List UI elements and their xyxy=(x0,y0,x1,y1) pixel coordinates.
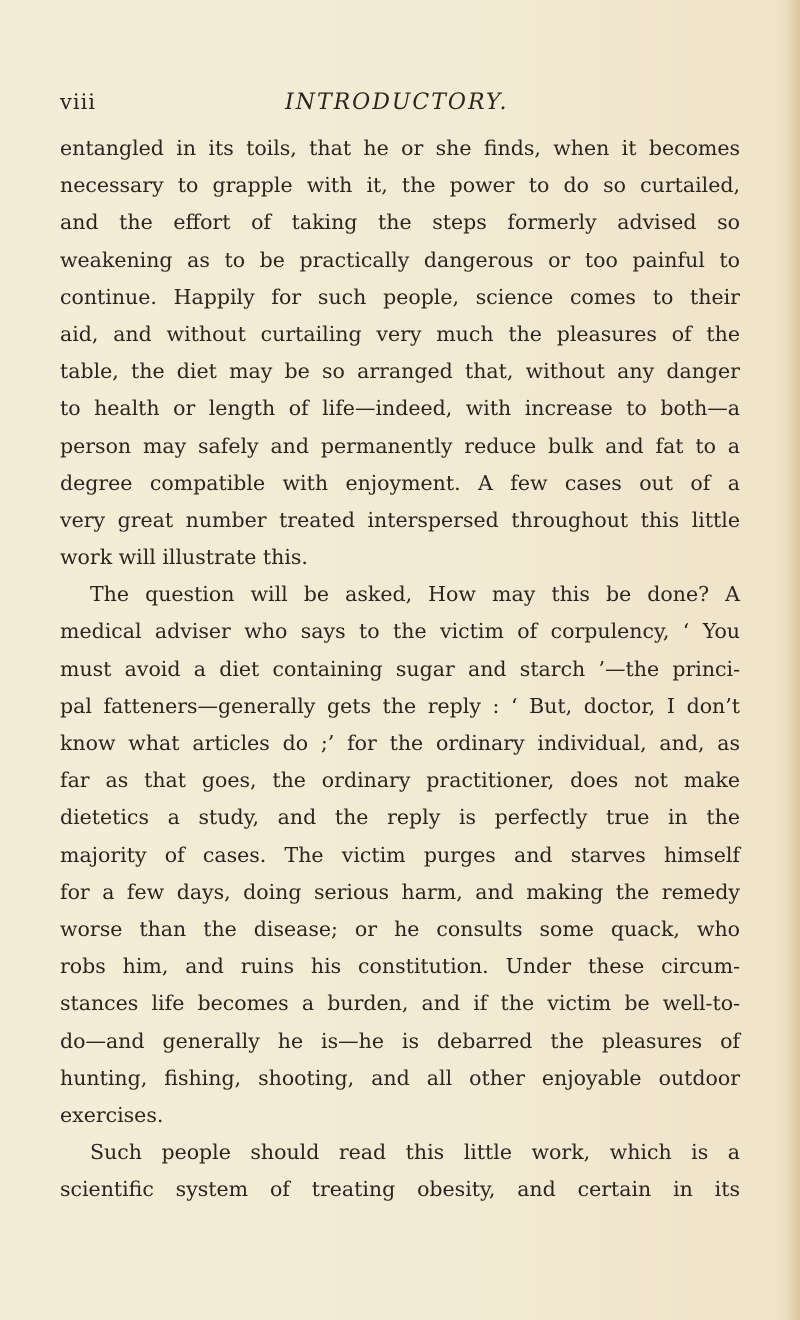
text-line: continue. Happily for such people, science comes to their xyxy=(60,284,740,309)
text-line: and the effort of taking the steps formerly advised so xyxy=(60,210,740,235)
text-line: far as that goes, the ordinary practitioner, does not make xyxy=(60,768,740,793)
text-line: aid, and without curtailing very much the pleasures of the xyxy=(60,321,740,346)
text-line: dietetics a study, and the reply is perfectly true in the xyxy=(60,805,740,830)
text-line: necessary to grapple with it, the power to do so curtailed, xyxy=(60,173,740,198)
text-line: degree compatible with enjoyment. A few cases out of a xyxy=(60,470,740,495)
text-line: The question will be asked, How may this be done? A xyxy=(90,582,740,607)
text-line: exercises. xyxy=(60,1102,164,1127)
text-line: hunting, fishing, shooting, and all other enjoyable outdoor xyxy=(60,1065,740,1090)
text-line: person may safely and permanently reduce bulk and fat to a xyxy=(60,433,740,458)
text-line: very great number treated interspersed throughout this little xyxy=(60,507,740,532)
text-line: do—and generally he is—he is debarred the pleasures of xyxy=(60,1028,740,1053)
text-line: for a few days, doing serious harm, and making the remedy xyxy=(60,879,740,904)
text-line: stances life becomes a burden, and if the victim be well-to- xyxy=(60,991,740,1016)
page-edge-shadow xyxy=(786,0,800,1320)
text-line: scientific system of treating obesity, and certain in its xyxy=(60,1177,740,1202)
text-line: table, the diet may be so arranged that, without any danger xyxy=(60,359,740,384)
body-text xyxy=(60,130,740,1208)
text-line: Such people should read this little work, which is a xyxy=(90,1140,740,1165)
page-number: viii xyxy=(60,90,97,114)
page-header xyxy=(60,90,740,124)
text-line: know what articles do ;’ for the ordinary individual, and, as xyxy=(60,731,740,755)
text-line: medical adviser who says to the victim of corpulency, ‘ You xyxy=(60,619,740,644)
text-line: weakening as to be practically dangerous or too painful to xyxy=(60,247,740,272)
text-line: to health or length of life—indeed, with increase to both—a xyxy=(60,396,740,421)
text-line: pal fatteners—generally gets the reply : ‘ But, doctor, I don’t xyxy=(60,693,740,718)
text-line: work will illustrate this. xyxy=(60,545,308,570)
text-line: entangled in its toils, that he or she finds, when it becomes xyxy=(60,136,740,160)
text-line: must avoid a diet containing sugar and starch ’—the princi- xyxy=(60,656,740,681)
text-line: majority of cases. The victim purges and starves himself xyxy=(60,842,740,867)
running-title: INTRODUCTORY. xyxy=(285,90,509,115)
text-line: worse than the disease; or he consults some quack, who xyxy=(60,916,740,941)
text-line: robs him, and ruins his constitution. Under these circum- xyxy=(60,954,740,979)
